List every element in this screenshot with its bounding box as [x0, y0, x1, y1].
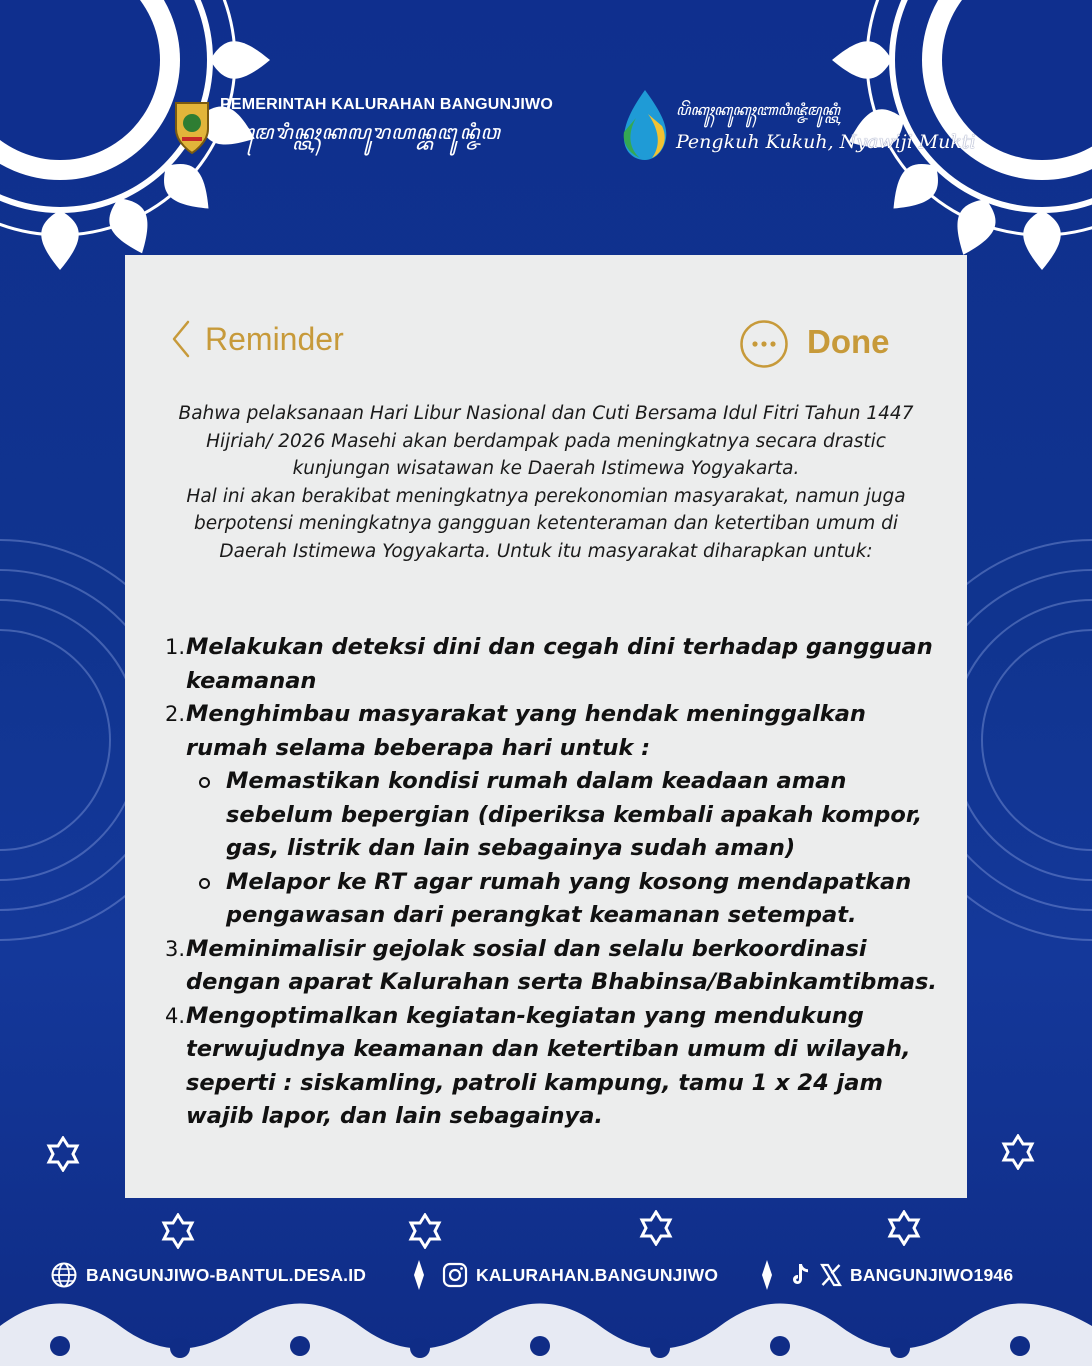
list-item — [165, 631, 955, 698]
done-button[interactable]: Done — [807, 323, 890, 360]
divider-icon — [414, 1260, 424, 1290]
tiktok-icon — [790, 1262, 812, 1288]
list-item — [165, 933, 955, 1000]
star-ornament-icon — [45, 1136, 81, 1172]
header-government — [172, 96, 553, 158]
x-icon — [820, 1263, 842, 1287]
star-ornament-icon — [160, 1213, 196, 1249]
website-link[interactable] — [50, 1250, 366, 1300]
nav-bar — [125, 315, 967, 375]
reminder-card — [125, 255, 967, 1198]
sub-list-item — [226, 866, 955, 933]
bullet-icon — [199, 878, 210, 889]
list-item-text: Mengoptimalkan kegiatan-kegiatan yang mendukung terwujudnya keamanan dan ketertiban umum di wilayah, seperti : siskamling, patroli kampung, tamu 1 x 24 jam wajib lapor, dan lain sebagainya. — [186, 1002, 911, 1129]
star-ornament-icon — [407, 1213, 443, 1249]
footer-links — [0, 1250, 1092, 1302]
more-icon[interactable] — [739, 319, 789, 369]
star-ornament-icon — [886, 1210, 922, 1246]
intro-paragraph-1: Bahwa pelaksanaan Hari Libur Nasional dan Cuti Bersama Idul Fitri Tahun 1447 Hijriah/ 2026 Masehi akan berdampak pada meningkatnya secara drastic kunjungan wisatawan ke Daerah Istimewa Yogyakarta. — [178, 403, 914, 480]
sub-list-item-text: Memastikan kondisi rumah dalam keadaan aman sebelum bepergian (diperiksa kembali apakah kompor, gas, listrik dan lain sebagainya sudah aman) — [226, 768, 923, 861]
list-item-text: Meminimalisir gejolak sosial dan selalu berkoordinasi dengan aparat Kalurahan serta Bhabinsa/Babinkamtibmas. — [186, 935, 937, 995]
intro-paragraph-2: Hal ini akan berakibat meningkatnya perekonomian masyarakat, namun juga berpotensi meningkatnya gangguan ketenteraman dan ketertiban umum di Daerah Istimewa Yogyakarta. Untuk itu masyarakat diharapkan untuk: — [186, 485, 906, 562]
list-number: 2. — [165, 702, 186, 726]
tagline-javanese: ꦥꦼꦁꦏꦸꦃꦏꦸꦏꦸꦃꦚꦮꦶꦗ꧀ꦗꦶꦩꦸꦏ꧀ꦠꦶ — [676, 100, 840, 119]
sub-list — [226, 765, 955, 933]
website-label: BANGUNJIWO-BANTUL.DESA.ID — [86, 1264, 367, 1285]
list-item — [165, 1000, 955, 1134]
instagram-link[interactable] — [442, 1250, 718, 1300]
chevron-left-icon — [171, 319, 191, 359]
government-title: PEMERINTAH KALURAHAN BANGUNJIWO — [220, 96, 554, 113]
list-item-text: Menghimbau masyarakat yang hendak meninggalkan rumah selama beberapa hari untuk : — [186, 701, 866, 761]
bullet-icon — [199, 777, 210, 788]
brand-logo-icon — [618, 88, 672, 162]
list-item-text: Melakukan deteksi dini dan cegah dini terhadap gangguan keamanan — [186, 634, 933, 694]
sub-list-item — [226, 765, 955, 866]
list-number: 1. — [165, 635, 186, 659]
social-label: BANGUNJIWO1946 — [850, 1264, 1014, 1285]
instagram-label: KALURAHAN.BANGUNJIWO — [476, 1264, 719, 1285]
star-ornament-icon — [638, 1210, 674, 1246]
back-button[interactable] — [171, 319, 344, 359]
list-item — [165, 698, 955, 933]
government-title-javanese: ꦥꦼꦩꦺꦫꦶꦤ꧀ꦠꦃꦏꦭꦸꦫꦲꦤ꧀ꦧꦔꦸꦤ꧀ꦗꦶꦮ — [220, 120, 501, 144]
instagram-icon — [442, 1262, 468, 1288]
divider-icon — [762, 1260, 772, 1290]
tagline: Pengkuh Kukuh, Nyawiji Mukti — [676, 130, 976, 153]
social-link[interactable] — [790, 1250, 1013, 1300]
globe-icon — [50, 1261, 78, 1289]
list-number: 4. — [165, 1003, 186, 1028]
star-ornament-icon — [1000, 1134, 1036, 1170]
list-number: 3. — [165, 936, 186, 961]
intro-text — [165, 400, 927, 566]
back-label: Reminder — [205, 320, 344, 357]
header-brand — [618, 88, 976, 162]
crest-icon — [172, 99, 212, 155]
sub-list-item-text: Melapor ke RT agar rumah yang kosong mendapatkan pengawasan dari perangkat keamanan setempat. — [226, 868, 912, 928]
points-list — [165, 631, 955, 1134]
